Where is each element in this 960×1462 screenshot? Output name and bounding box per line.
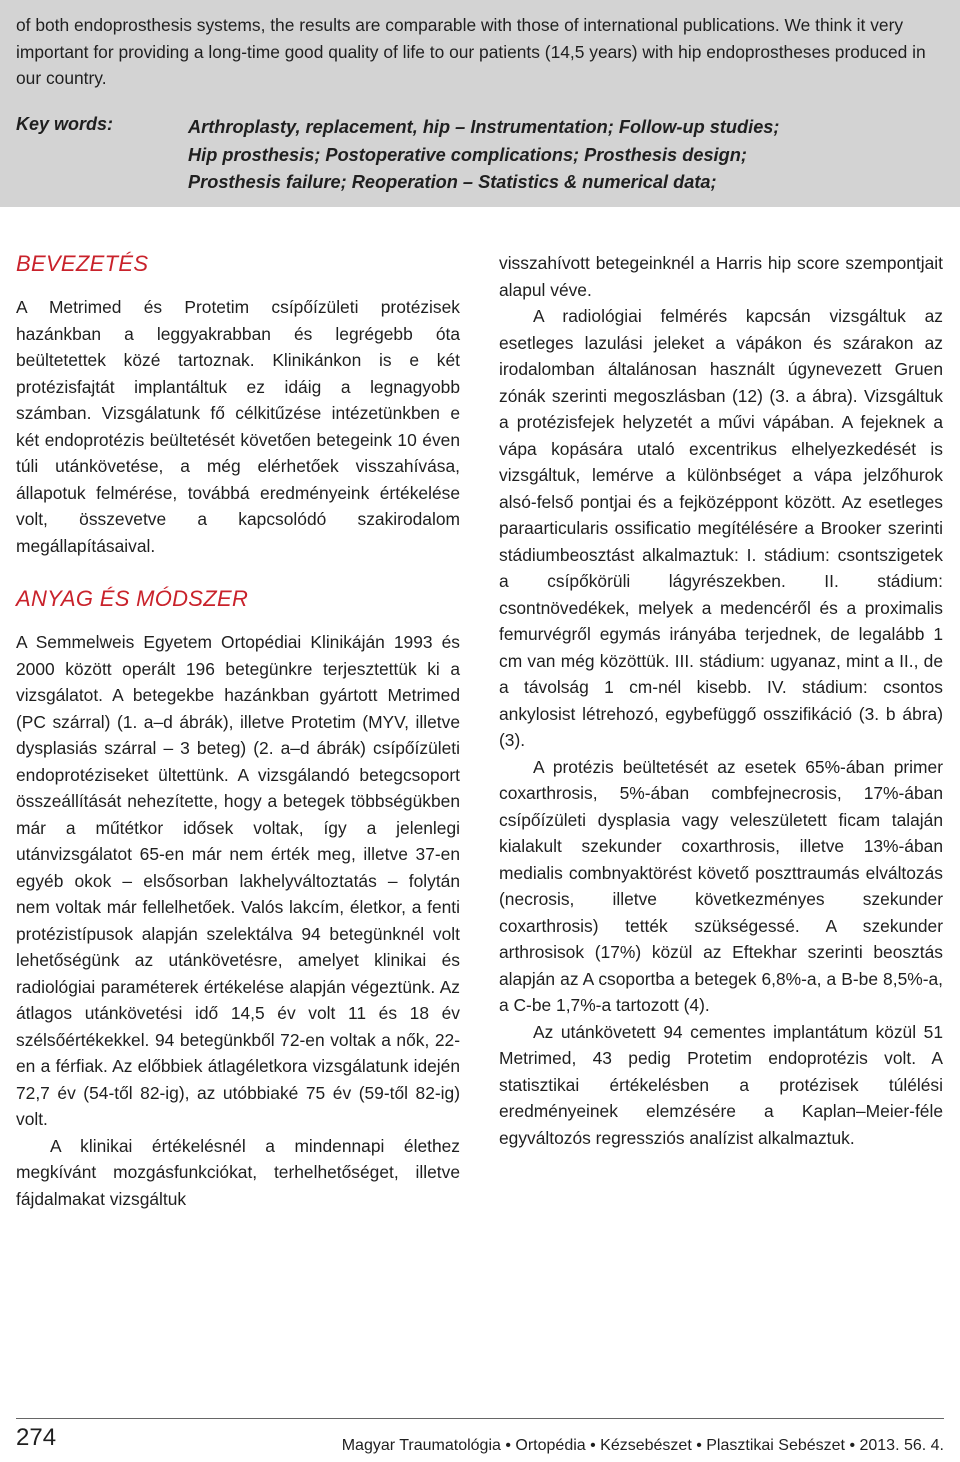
methods-paragraph-2: A klinikai értékelésnél a mindennapi élethez megkívánt mozgásfunkciókat, terhelhetőséget, illetve fájdalmakat vizsgáltuk bbox=[16, 1135, 460, 1209]
abstract-box bbox=[0, 0, 960, 207]
right-paragraph-4: Az utánkövetett 94 cementes implantátum közül 51 Metrimed, 43 pedig Protetim endoprotézis volt. A statisztikai értékelésben a protézisek túlélési eredményeinek elemzésére a Kaplan–Meier-féle egyváltozós regressziós analízist alkalmaztuk. bbox=[499, 1021, 943, 1148]
intro-paragraph: A Metrimed és Protetim csípőízületi protézisek hazánkban a leggyakrabban és legrégebb óta beültetettek közé tartoznak. Klinikánkon is e két protézisfajtát implantáltuk ez idáig a legnagyobb számban. Vizsgálatunk fő célkitűzése intézetünkben e két endoprotézis beültetését követően betegeink 10 éven túli utánkövetése, a még elérhetőek visszahívása, állapotuk felmérése, továbbá eredményeink értékelése volt, összevetve a kapcsolódó szakirodalom megállapításaival. bbox=[16, 297, 460, 556]
right-paragraph-1: visszahívott betegeinknél a Harris hip score szempontjait alapul véve. bbox=[499, 253, 943, 300]
footer-divider bbox=[16, 1418, 944, 1419]
keywords-list bbox=[188, 114, 779, 197]
page-number: 274 bbox=[16, 1424, 57, 1451]
keywords-label: Key words: bbox=[16, 114, 114, 134]
methods-heading: ANYAG ÉS MÓDSZER bbox=[16, 586, 249, 611]
right-paragraph-3: A protézis beültetését az esetek 65%-ában primer coxarthrosis, 5%-ában combfejnecrosis, 17%-ában csípőízületi dysplasia vagy veleszületett ficam talaján kialakult szekunder coxarthrosis, illetve 13%-ában medialis combnyaktörést követő poszttraumás elváltozás (necrosis, illetve következményes szekunder coxarthrosis) tették szükségessé. A szekunder arthrosisok (17%) közül az Eftekhar szerinti beosztás alapján az A csoportba a betegek 6,8%-a, a B-be 8,5%-a, a C-be 1,7%-a tartozott (4). bbox=[499, 756, 943, 1015]
intro-heading: BEVEZETÉS bbox=[16, 251, 149, 276]
left-column bbox=[16, 248, 460, 1212]
right-paragraph-2: A radiológiai felmérés kapcsán vizsgáltuk az esetleges lazulási jeleket a vápákon és szárakon az irodalomban általánosan használt úgynevezett Gruen zónák szerinti megoszlásban (12) (3. a ábra). Vizsgáltuk a protézisfejek helyzetét a művi vápában. A fejeknek a vápa kopására utaló excentrikus elhelyezkedését is vizsgáltuk, lemérve a különbséget a vápa jelzőhurok alsó-felső pontjai és a fejközéppont között. Az esetleges paraarticularis ossificatio megítélésére a Brooker szerinti stádiumbeosztást alkalmaztuk: I. stádium: csontszigetek a csípőkörüli lágyrészekben. II. stádium: csontnövedékek, melyek a medencéről és a proximalis femurvégről egymás irányába terjednek, de legalább 1 cm van még közöttük. III. stádium: ugyanaz, mint a II., de a távolság 1 cm-nél kisebb. IV. stádium: csontos ankylosist létrehozó, egybefüggő osszifikáció (3. b ábra) (3). bbox=[499, 306, 943, 750]
abstract-tail-text: of both endoprosthesis systems, the results are comparable with those of international publications. We think it very important for providing a long-time good quality of life to our patients (14,5 years) with hip endoprostheses produced in our country. bbox=[16, 15, 926, 88]
keywords-line: Hip prosthesis; Postoperative complications; Prosthesis design; bbox=[188, 144, 747, 165]
right-column bbox=[499, 250, 943, 1151]
journal-reference: Magyar Traumatológia • Ortopédia • Kézsebészet • Plasztikai Sebészet • 2013. 56. 4. bbox=[341, 1437, 944, 1454]
methods-paragraph: A Semmelweis Egyetem Ortopédiai Klinikáján 1993 és 2000 között operált 196 betegünkre terjesztettük ki a vizsgálatot. A betegekbe hazánkban gyártott Metrimed (PC szárral) (1. a–d ábrák), illetve Protetim (MYV, illetve dysplasiás szárral – 3 beteg) (2. a–d ábrák) csípőízületi endoprotéziseket ültettünk. A vizsgálandó betegcsoport összeállítását nehezítette, hogy a betegek többségükben már a műtétkor idősek voltak, így a jelenlegi utánvizsgálatot 65-en már nem érték meg, illetve 37-en egyéb okok – elsősorban lakhelyváltoztatás – folytán nem voltak már fellelhetőek. Valós lakcím, életkor, a fenti protézistípusok alapján szelektálva 94 betegünknél volt lehetőségünk az utánkövetésre, amelyet klinikai és radiológiai paraméterek értékelése alapján végeztünk. Az átlagos utánkövetési idő 14,5 év volt 11 és 18 év szélsőértékekkel. 94 betegünkből 72-en voltak a nők, 22-en a férfiak. Az előbbiek átlagéletkora vizsgálatunk idején 72,7 év (54-től 82-ig), az utóbbiaké 75 év (59-től 82-ig) volt. bbox=[16, 632, 460, 1129]
keywords-line: Prosthesis failure; Reoperation – Statistics & numerical data; bbox=[188, 172, 717, 192]
keywords-line: Arthroplasty, replacement, hip – Instrumentation; Follow-up studies; bbox=[188, 117, 780, 137]
